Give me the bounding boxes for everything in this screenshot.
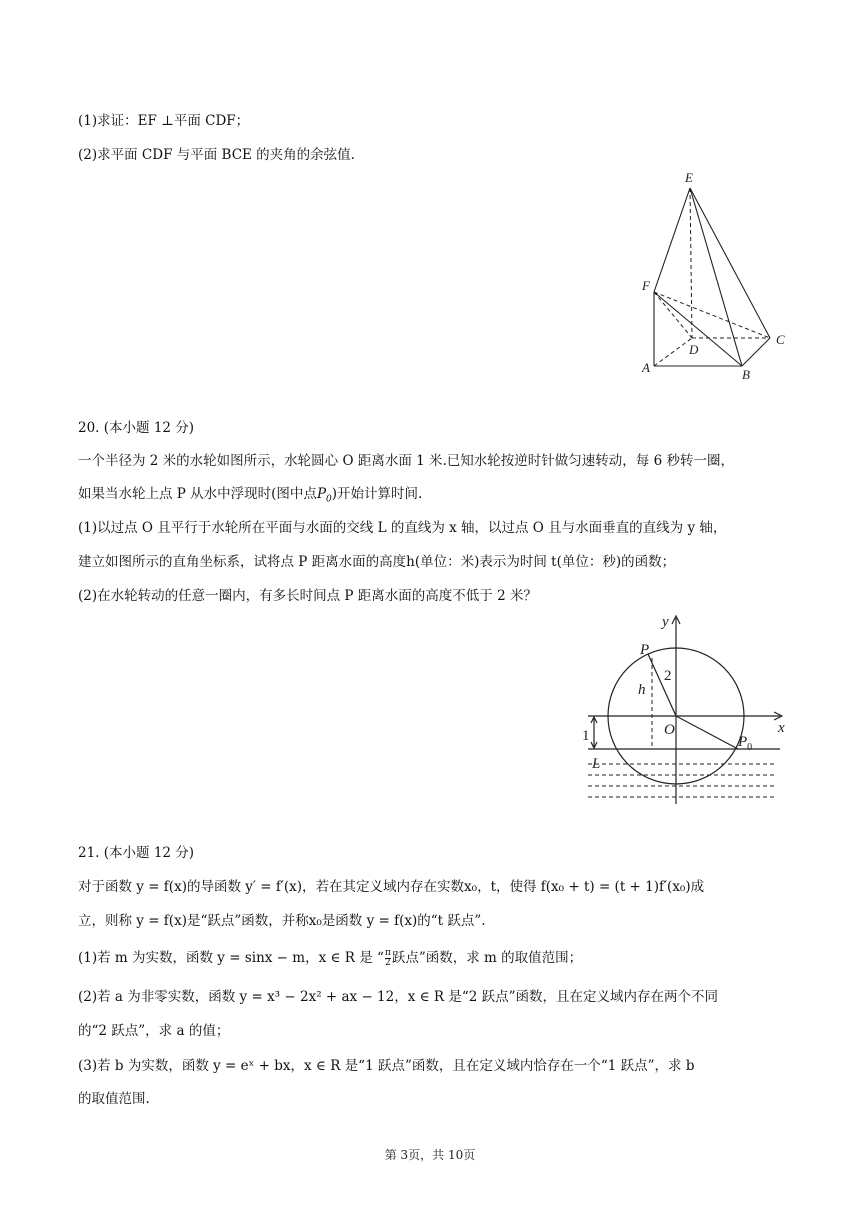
pyramid-figure: [636, 166, 796, 382]
pi-over-2-fraction: $\frac{\pi}{2}$: [384, 948, 391, 968]
q20-stem-line1: 一个半径为 2 米的水轮如图所示，水轮圆心 O 距离水面 1 米.已知水轮按逆时针做匀速转动，每 6 秒转一圈，: [78, 453, 734, 469]
label-h: h: [638, 682, 646, 698]
q20-part1-line2: 建立如图所示的直角坐标系，试将点 P 距离水面的高度h(单位：米)表示为时间 t(单位：秒)的函数；: [78, 554, 676, 570]
label-x: x: [778, 720, 785, 736]
radius-OP: [648, 654, 676, 716]
edge-EC: [690, 188, 770, 338]
q21-part1: (1)若 m 为实数，函数 y = sinx − m，x ∈ R 是 “ $\frac{\pi}{2}$ 跃点”函数，求 m 的取值范围；: [78, 948, 583, 968]
q21-part2-line1: (2)若 a 为非零实数，函数 y = x³ − 2x² + ax − 12，x ∈ R 是“2 跃点”函数，且在定义域内存在两个不同: [78, 989, 719, 1005]
q19-part1: (1)求证：EF ⊥平面 CDF；: [78, 113, 250, 129]
label-2: 2: [664, 668, 672, 684]
q21-line1: 对于函数 y = f(x)的导函数 y′ = f′(x)，若在其定义域内存在实数x₀，t，使得 f(x₀ + t) = (t + 1)f′(x₀)成: [78, 879, 705, 895]
q20-part1-line1: (1)以过点 O 且平行于水轮所在平面与水面的交线 L 的直线为 x 轴，以过点 O 且与水面垂直的直线为 y 轴，: [78, 520, 727, 536]
label-B: B: [742, 367, 750, 382]
edge-FD: [654, 292, 692, 338]
label-A: A: [642, 360, 650, 375]
edge-EF: [654, 188, 690, 292]
label-y: y: [662, 614, 669, 630]
q19-part2: (2)求平面 CDF 与平面 BCE 的夹角的余弦值.: [78, 147, 355, 163]
q20-stem-line2: 如果当水轮上点 P 从水中浮现时(图中点$P_0$)开始计算时间.: [78, 486, 423, 505]
q20-header: 20. (本小题 12 分): [78, 420, 195, 436]
q21-part3-line2: 的取值范围.: [78, 1091, 150, 1107]
edge-AD: [654, 338, 692, 366]
q20-part2: (2)在水轮转动的任意一圈内，有多长时间点 P 距离水面的高度不低于 2 米？: [78, 588, 537, 604]
water-wheel-figure: [580, 606, 800, 806]
q21-header: 21. (本小题 12 分): [78, 845, 195, 861]
edge-BC: [742, 338, 770, 366]
label-F: F: [642, 278, 650, 293]
edge-EB: [690, 188, 742, 366]
label-1: 1: [582, 728, 590, 744]
label-C: C: [776, 332, 785, 347]
label-P0: $P_0$: [738, 734, 753, 753]
label-P: P: [640, 642, 650, 658]
label-D: D: [689, 342, 699, 357]
label-E: E: [685, 170, 693, 185]
label-O: O: [664, 722, 675, 738]
label-L: L: [592, 756, 601, 772]
radius-OP0: [676, 716, 738, 749]
edge-ED: [690, 188, 692, 338]
q21-part2-line2: 的“2 跃点”，求 a 的值；: [78, 1023, 230, 1039]
q21-line2: 立，则称 y = f(x)是“跃点”函数，并称x₀是函数 y = f(x)的“t 跃点”.: [78, 913, 486, 929]
q21-part3-line1: (3)若 b 为实数，函数 y = eˣ + bx，x ∈ R 是“1 跃点”函数，且在定义域内恰存在一个“1 跃点”，求 b: [78, 1058, 695, 1074]
edge-FC: [654, 292, 770, 338]
page-footer: 第 3页，共 10页: [384, 1148, 476, 1162]
